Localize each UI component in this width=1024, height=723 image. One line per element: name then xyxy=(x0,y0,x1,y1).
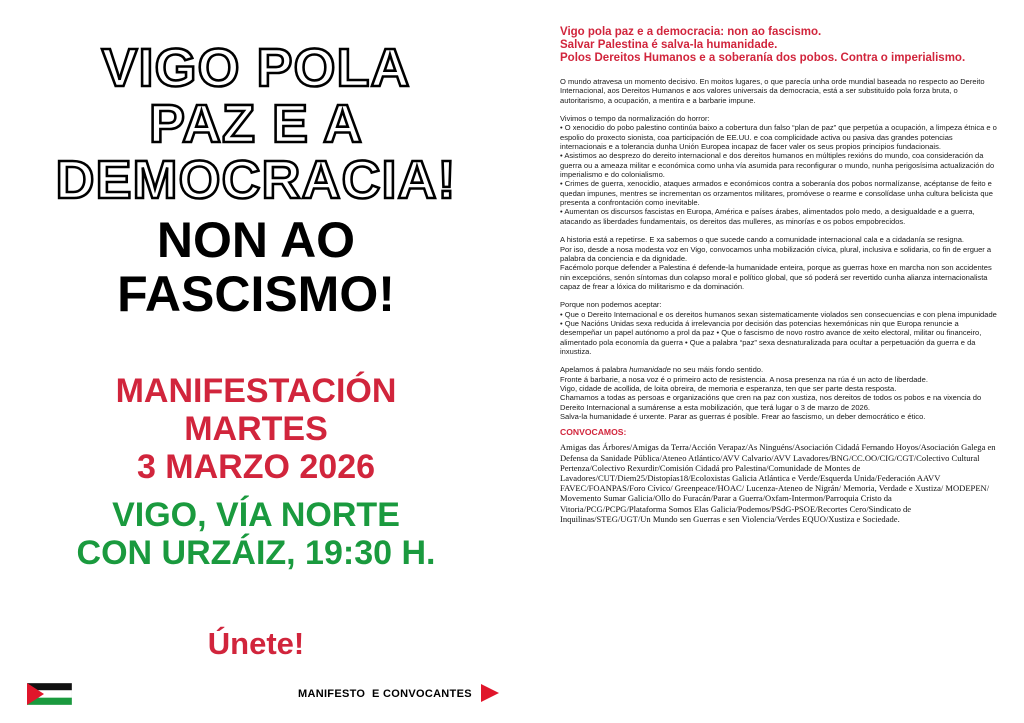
manifesto-heading-1: Vigo pola paz e a democracia: non ao fascismo. xyxy=(560,26,822,38)
section4-paragraph: Vigo, cidade de acollida, de loita obreira, de memoria e esperanza, ten que ser parte desta resposta. xyxy=(560,383,897,393)
event-location-1: VIGO, VÍA NORTE xyxy=(112,496,400,534)
slogan-line-2: FASCISMO! xyxy=(117,266,395,322)
section4-paragraph: Salva-la humanidade é urxente. Parar as guerras é posible. Frear ao fascismo, un deber democrático e ético. xyxy=(560,412,926,421)
palestine-flag-icon xyxy=(27,683,72,705)
section3-lead: Porque non podemos aceptar: xyxy=(560,300,662,310)
section1-bullet: • Crimes de guerra, xenocidio, ataques armados e económicos contra a soberanía dos pobos normalízanse, acéptanse de feito e quedan impunes, mentres se incrementan os orzamentos militares, promóvese o rearme e consolídase unha cultura belicista que presenta a confrontación como inevitable. xyxy=(560,179,993,208)
section2-paragraph: A historia está a repetirse. E xa sabemos o que sucede cando a comunidade internacional cala e a cidadanía se resigna. xyxy=(560,235,965,245)
section2-paragraph: Por iso, desde a nosa modesta voz en Vigo, convocamos unha mobilización cívica, plural, inclusiva e solidaria, co fin de erguer a palabra da conciencia e da dignidade. xyxy=(560,244,992,263)
section1-bullet: • Asistimos ao desprezo do dereito internacional e dos dereitos humanos en múltiples rexións do mundo, coa consideración da guerra ou a ameaza militar e económica como unha vía asumida para reconfigurar o mundo, nunha perigosísima actualización do imperialismo e do colonialismo. xyxy=(560,151,995,180)
section3-body: • Que o Dereito Internacional e os dereitos humanos sexan sistematicamente violados sen consecuencias e con plena impunidade • Que Nacións Unidas sexa reducida á irrelevancia por decisión das potencias hexemónicas nin que Europa renuncie a desempeñar un papel autónomo a prol da paz • Que o fascismo de novo rostro avance de xeito electoral, militar ou financeiro, alimentado pola economía da guerra • Que a palabra “paz” sexa desnaturalizada para ocultar a perpetuación da guerra e da inxustiza. xyxy=(560,309,997,356)
section1-lead: Vivimos o tempo da normalización do horror: xyxy=(560,114,710,124)
title-line-1: VIGO POLA xyxy=(101,38,411,98)
section4-lead xyxy=(560,365,1000,374)
manifesto-link[interactable]: MANIFESTO E CONVOCANTES xyxy=(298,688,472,700)
event-date: 3 MARZO 2026 xyxy=(136,448,376,486)
event-day: MARTES xyxy=(184,410,328,448)
section2-paragraph: Facémolo porque defender a Palestina é defende-la humanidade enteira, porque as guerras hoxe en marcha non son accidentes nin excepcións, senón síntomas dun colapso moral e político global, que só poderá ser revertido cunha alianza internacionalista capaz de frear a lóxica do militarismo e da dominación. xyxy=(560,263,992,291)
manifesto-panel xyxy=(560,26,1000,716)
play-arrow-icon[interactable] xyxy=(481,684,499,702)
section4-paragraph: Chamamos a todas as persoas e organizacións que cren na paz con xustiza, nos dereitos de todos os pobos e na vixencia do Dereito Internacional a sumárense a esta mobilización, que terá lugar o 3 de marzo de 2026. xyxy=(560,393,982,412)
title-line-2: PAZ E A xyxy=(148,94,363,154)
section1-bullet: • O xenocidio do pobo palestino continúa baixo a cobertura dun falso “plan de paz” que perpetúa a ocupación, a limpeza étnica e o espolio do proxecto sionista, coa participación de EE.UU. e coa complicidade activa ou pasiva das grandes potencias internacionais e a tolerancia dunha Unión Europea incapaz de facer valer os seus propios principios fundacionais. xyxy=(560,123,997,152)
organizations-list: Amigas das Árbores/Amigas da Terra/Acción Verapaz/As Ninguéns/Asociación Cidadá Fernando Hoyos/Asociación Galega en Defensa da Sanidade Pública/Ateneo Atlántico/AVV Calvario/AVV Lavadores/BNG/CC.OO/CIG/CGT/Colectivo Cultural Pertenza/Colectivo Rexurdir/Comisión Cidadá pro Palestina/Comunidade de Montes de Lavadores/CUT/Diem25/Distopías18/Ecoloxistas Galicia Atlántica e Verde/Esquerda Unida/Federación AAVV FAVEC/FOANPAS/Foro Cívico/ Greenpeace/HOAC/ Lucenza-Ateneo de Nigrán/ Memoria, Verdade e Xustiza/ MODEPEN/ Movemento Sumar Galicia/Ollo do Furacán/Parar a Guerra/Oxfam-Intermon/Parroquia Cristo da Vitoria/PCG/PCPG/Plataforma Somos Elas Galicia/Podemos/PSdG-PSOE/Recortes Cero/Sindicato de Inquilinas/STEG/UGT/Un Mundo sen Guerras e sen Violencia/Verdes EQUO/Xustiza e Sociedade. xyxy=(560,442,996,524)
convocamos-heading: CONVOCAMOS: xyxy=(560,427,627,438)
manifesto-intro: O mundo atravesa un momento decisivo. En moitos lugares, o que parecía unha orde mundial baseada no respecto ao Dereito Internacional, aos Dereitos Humanos e aos valores universais da democracia, está a ser substituído pola forza bruta, o autoritarismo, a ocupación, a mentira e a barbarie impune. xyxy=(560,77,985,105)
join-call: Únete! xyxy=(207,626,305,661)
event-location-2: CON URZÁIZ, 19:30 H. xyxy=(76,534,436,572)
manifesto-heading-3: Polos Dereitos Humanos e a soberanía dos pobos. Contra o imperialismo. xyxy=(560,52,966,64)
manifesto-heading-2: Salvar Palestina é salva-la humanidade. xyxy=(560,39,778,51)
section1-bullet: • Aumentan os discursos fascistas en Europa, América e países árabes, alimentados polo medo, a desigualdade e a guerra, atacando as liberdades fundamentais, os dereitos das mulleres, as minorías e os pobos empobrecidos. xyxy=(560,207,975,226)
section4-paragraph: Fronte á barbarie, a nosa voz é o primeiro acto de resistencia. A nosa presenza na rúa é un acto de liberdade. xyxy=(560,374,928,384)
section4-lead-post: no seu máis fondo sentido. xyxy=(670,365,764,375)
slogan-line-1: NON AO xyxy=(156,212,356,268)
event-type: MANIFESTACIÓN xyxy=(115,372,397,410)
title-line-3: DEMOCRACIA! xyxy=(55,150,457,210)
section4-lead-pre: Apelamos á palabra xyxy=(560,365,630,375)
section4-lead-emphasis: humanidade xyxy=(629,365,671,375)
